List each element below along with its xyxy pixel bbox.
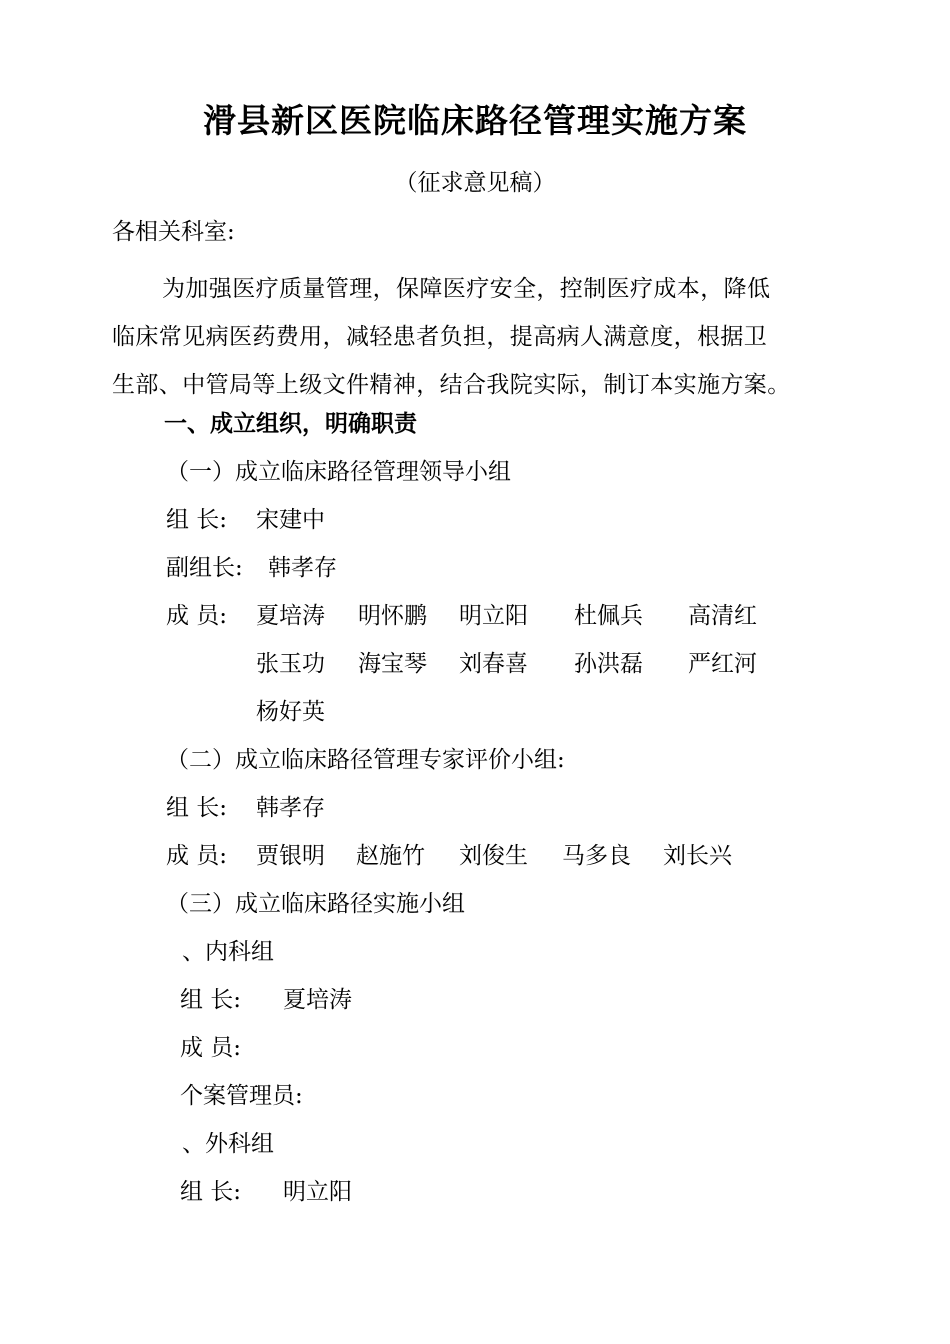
- document-title: 滑县新区医院临床路径管理实施方案: [203, 101, 747, 140]
- member-name: 马多良: [562, 843, 631, 869]
- leader-name: 明立阳: [283, 1179, 352, 1205]
- case-manager-label: 个案管理员:: [180, 1083, 303, 1109]
- leader-name: 韩孝存: [256, 795, 325, 821]
- member-name: 贾银明: [256, 843, 325, 869]
- member-name: 杨好英: [256, 699, 325, 725]
- member-name: 刘春喜: [459, 651, 528, 677]
- intro-line: 生部、中管局等上级文件精神，结合我院实际，制订本实施方案。: [112, 372, 791, 398]
- deputy-label: 副组长:: [166, 555, 243, 581]
- leader-name: 夏培涛: [283, 987, 352, 1013]
- intro-line: 为加强医疗质量管理，保障医疗安全，控制医疗成本，降低: [162, 276, 771, 302]
- subgroup-heading: 、内科组: [182, 939, 274, 965]
- member-name: 明立阳: [459, 603, 528, 629]
- member-name: 刘俊生: [459, 843, 528, 869]
- leader-label: 组 长:: [180, 987, 242, 1013]
- members-label: 成 员:: [166, 843, 228, 869]
- deputy-name: 韩孝存: [268, 555, 337, 581]
- group-heading: （一）成立临床路径管理领导小组: [166, 459, 511, 485]
- intro-paragraph: [112, 265, 842, 409]
- member-name: 夏培涛: [256, 603, 325, 629]
- intro-line: 临床常见病医药费用，减轻患者负担，提高病人满意度，根据卫: [112, 324, 768, 350]
- group-heading: （二）成立临床路径管理专家评价小组:: [166, 747, 565, 773]
- member-name: 严红河: [688, 651, 757, 677]
- member-name: 杜佩兵: [574, 603, 643, 629]
- members-label: 成 员:: [166, 603, 228, 629]
- member-name: 海宝琴: [358, 651, 427, 677]
- member-name: 赵施竹: [356, 843, 425, 869]
- group-heading: （三）成立临床路径实施小组: [166, 891, 465, 917]
- member-name: 刘长兴: [663, 843, 732, 869]
- section-heading: 一、成立组织，明确职责: [164, 411, 417, 437]
- subgroup-heading: 、外科组: [182, 1131, 274, 1157]
- member-name: 孙洪磊: [574, 651, 643, 677]
- document-subtitle: （征求意见稿）: [394, 170, 556, 196]
- member-name: 高清红: [688, 603, 757, 629]
- leader-label: 组 长:: [180, 1179, 242, 1205]
- leader-name: 宋建中: [256, 507, 325, 533]
- salutation: 各相关科室:: [112, 219, 235, 245]
- members-label: 成 员:: [180, 1035, 242, 1061]
- leader-label: 组 长:: [166, 507, 228, 533]
- member-name: 张玉功: [256, 651, 325, 677]
- leader-label: 组 长:: [166, 795, 228, 821]
- member-name: 明怀鹏: [358, 603, 427, 629]
